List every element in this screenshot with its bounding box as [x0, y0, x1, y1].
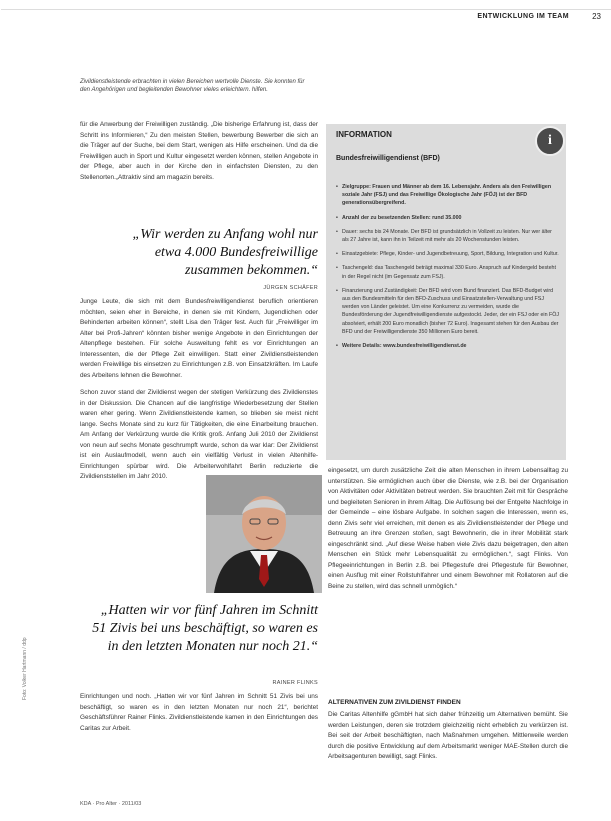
info-item: • Anzahl der zu besetzenden Stellen: rund 35.000	[336, 214, 560, 222]
left-paragraph-4	[80, 692, 318, 796]
info-box-list	[336, 183, 560, 356]
portrait-illustration	[206, 475, 322, 593]
left-paragraph-3a	[80, 388, 318, 480]
info-item: • Finanzierung und Zuständigkeit: Der BFD wird vom Bund finanziert. Das BFD-Budget wird aus den Bundesmitteln für den BFD-Zuschuss und Einsatzstellen-Verwaltung und FSJ werden von Länder geleistet. Um eine Konkurrenz zu vermeiden, wurde die Bundesförderung der Jugendfreiwilligendienste aufgestockt. Jeder, der ein FSJ oder ein FÖJ absolviert, erhält 200 Euro monatlich (bisher 72 Euro). Insgesamt stehen für den Ausbau der BFD und der Freiwilligendienste 350 Millionen Euro bereit.	[336, 287, 560, 336]
info-item: • Einsatzgebiete: Pflege, Kinder- und Jugendbetreuung, Sport, Bildung, Integration und Kultur.	[336, 250, 560, 258]
left-paragraph-3-text: Schon zuvor stand der Zivildienst wegen der stetigen Verkürzung des Zivildienstes in der Diskussion. Die Chancen auf die langfristige Wiederbesetzung der Stellen waren eher gering. Wenn Zivildienstleistende kamen, so blieben sie meist nicht lange. Sechs Monate sind zu kurz für Tätigkeiten, die eine Einarbeitung brauchen. Am Anfang der Verkürzung wurde die Kritik groß. Anfang Juli 2010 der Zivildienst von neun auf sechs Monate geschrumpft wurde, schon da war klar: Der Zivildienst ist ein Auslaufmodell, wenn auch ein vielfältig Verlust in vielen Altenhilfe-Einrichtungen spürbar wird. Die Arbeiterwohlfahrt Berlin reduzierte die Zivildienststellen im Jahr 2010.	[80, 389, 318, 480]
pull-quote-1: „Wir werden zu Anfang wohl nur etwa 4.000 Bundesfreiwillige zusammen bekommen.“	[132, 227, 318, 278]
info-item: • Weitere Details: www.bundesfreiwilligendienst.de	[336, 342, 560, 350]
right-paragraph-2	[328, 710, 568, 770]
left-paragraph-4-text: Einrichtungen und noch. „Hatten wir vor fünf Jahren im Schnitt 51 Zivis bei uns beschäftigt, so waren es in den letzten Monaten nur noch 21“, berichtet Geschäftsführer Rainer Flinks. Zivildienstleistende kamen in den Einrichtungen des Caritas zur Arbeit.	[80, 693, 318, 732]
page-number: 23	[592, 12, 601, 21]
left-paragraph-2-text: Junge Leute, die sich mit dem Bundesfreiwilligendienst beruflich orientieren möchten, seien eher in Bereiche, in denen sie mit Kindern, Jugendlichen oder Behinderten arbeiten können“, stellt Lisa den Träger fest. Auch für „Freiwilliger im Alter bei Profi-Jahren“ könnten bisher wenige Angebote in den Einrichtungen der Altenpflege bestehen. Für solche Ausweitung fehlt es vor Einrichtungen an Interessenten, die der Pflege Zeit einwilligen. Statt einer Zivildienstleistenden werden Freiwillige bis einsetzen zu Einrichtungen z.B. von Einsatzkräften. Im Laufe des Arbeitens lehnen die Bewohner.	[80, 298, 318, 379]
pull-quote-1-attribution: JÜRGEN SCHÄFER	[263, 285, 318, 291]
left-paragraph-1-text: für die Anwerbung der Freiwilligen zuständig. „Die bisherige Erfahrung ist, dass der Schritt ins Informieren,“ Zu den meisten Stellen, bewerbung Bewerber die sich an die Träger auf der Suche, bei dem Start, wenigen als Hilfe erscheinen. Und da die Freiwilligen auch in Sport und Kultur eingesetzt werden können, stellen Angebote in der Pflege, aber auch in der Kirche den in einfachsten Diensten, zu den Stellenorten.„Attraktiv sind am magazin bereits.	[80, 121, 318, 181]
photo-credit-side: Foto: Volker Hartmann / ddp	[22, 637, 28, 700]
info-item: • Zielgruppe: Frauen und Männer ab dem 16. Lebensjahr. Anders als den Freiwilligen soziale Jahr (FSJ) und das Freiwillige Ökologische Jahr (FÖJ) ist der BFD generationsübergreifend.	[336, 183, 560, 208]
right-paragraph-1	[328, 466, 568, 696]
right-paragraph-2-text: Die Caritas Altenhilfe gGmbH hat sich daher frühzeitig um Alternativen bemüht. Sie werden Leistungen, deren sie trotzdem gleichzeitig nicht erheblich zu verkürzen ist. Bei seit der Arbeit beschäftigten, nach Maßnahmen umgehen. Mittlerweile werden durch die positive Entwicklung auf dem Arbeitsmarkt weniger MAE-Stellen durch die Arbeitsagenturen bewilligt, sagt Flinks.	[328, 711, 568, 760]
section-label: ENTWICKLUNG IM TEAM	[477, 13, 569, 20]
pull-quote-2-attribution: RAINER FLINKS	[272, 680, 318, 686]
info-icon: i	[535, 126, 565, 156]
info-item: • Taschengeld: das Taschengeld beträgt maximal 330 Euro. Anspruch auf Kindergeld besteht in der Regel nicht (im Gegensatz zum FSJ).	[336, 264, 560, 280]
pull-quote-2: „Hatten wir vor fünf Jahren im Schnitt 51 Zivis bei uns beschäftigt, so waren es in den letzten Monaten nur noch 21.“	[92, 603, 318, 654]
left-paragraph-1	[80, 120, 318, 183]
subheading: ALTERNATIVEN ZUM ZIVILDIENST FINDEN	[328, 699, 461, 706]
info-box-subtitle: Bundesfreiwilligendienst (BFD)	[336, 155, 440, 162]
footer: KDA · Pro Alter · 2011/03	[80, 801, 142, 807]
header-rule	[1, 9, 611, 10]
right-paragraph-1-text: eingesetzt, um durch zusätzliche Zeit die alten Menschen in ihrem Lebensalltag zu unterstützen. Sie ermöglichen auch über die Dienste, wie z.B. bei der Organisation von Aktivitäten oder Aktivitäten betreut werden. Sie brauchten Zeit mit für Gespräche und begleiteten Senioren in ihrem Alltag. Die Auflösung bei der Entgelte Nachfolge in der Gemeinde – eine lösbare Aufgabe. In solchen sagen die Interessen, wenn es, denn Zivis sehr viel erreichen, mit denen es als Zivildienstleistender der Pflege und Betreuung an ihre Grenzen stoßen, sagt Bewohnerin, die in ihrer Mobilität stark eingeschränkt sind. „Auf diese Weise haben viele Zivis dazu beigetragen, den alten Menschen ein Stück mehr Lebensqualität zu ermöglichen.“, sagt Flinks. Von Pflegeeinrichtungen in Berlin z.B. bei Pflegestufe drei Pflegestufe für Bewohner, einen Ausflug mit einer Rollstuhlfahrer und einem Bewohner mit Rollatoren auf die Beine zu stellen, wird das schnell unmöglich.“	[328, 467, 568, 590]
left-paragraph-2	[80, 297, 318, 381]
intro-caption: Zivildienstleistende erbrachten in vielen Bereichen wertvolle Dienste. Sie konnten für den Angehörigen und begleitenden Bewohner vieles erleichtern. hilfen.	[80, 79, 305, 94]
info-box-title: INFORMATION	[336, 130, 392, 139]
info-item: • Dauer: sechs bis 24 Monate. Der BFD ist grundsätzlich in Vollzeit zu leisten. Nur wer älter als 27 Jahre ist, kann ihn in Teilzeit mit mehr als 20 Wochenstunden leisten.	[336, 228, 560, 244]
portrait-photo	[206, 475, 322, 593]
